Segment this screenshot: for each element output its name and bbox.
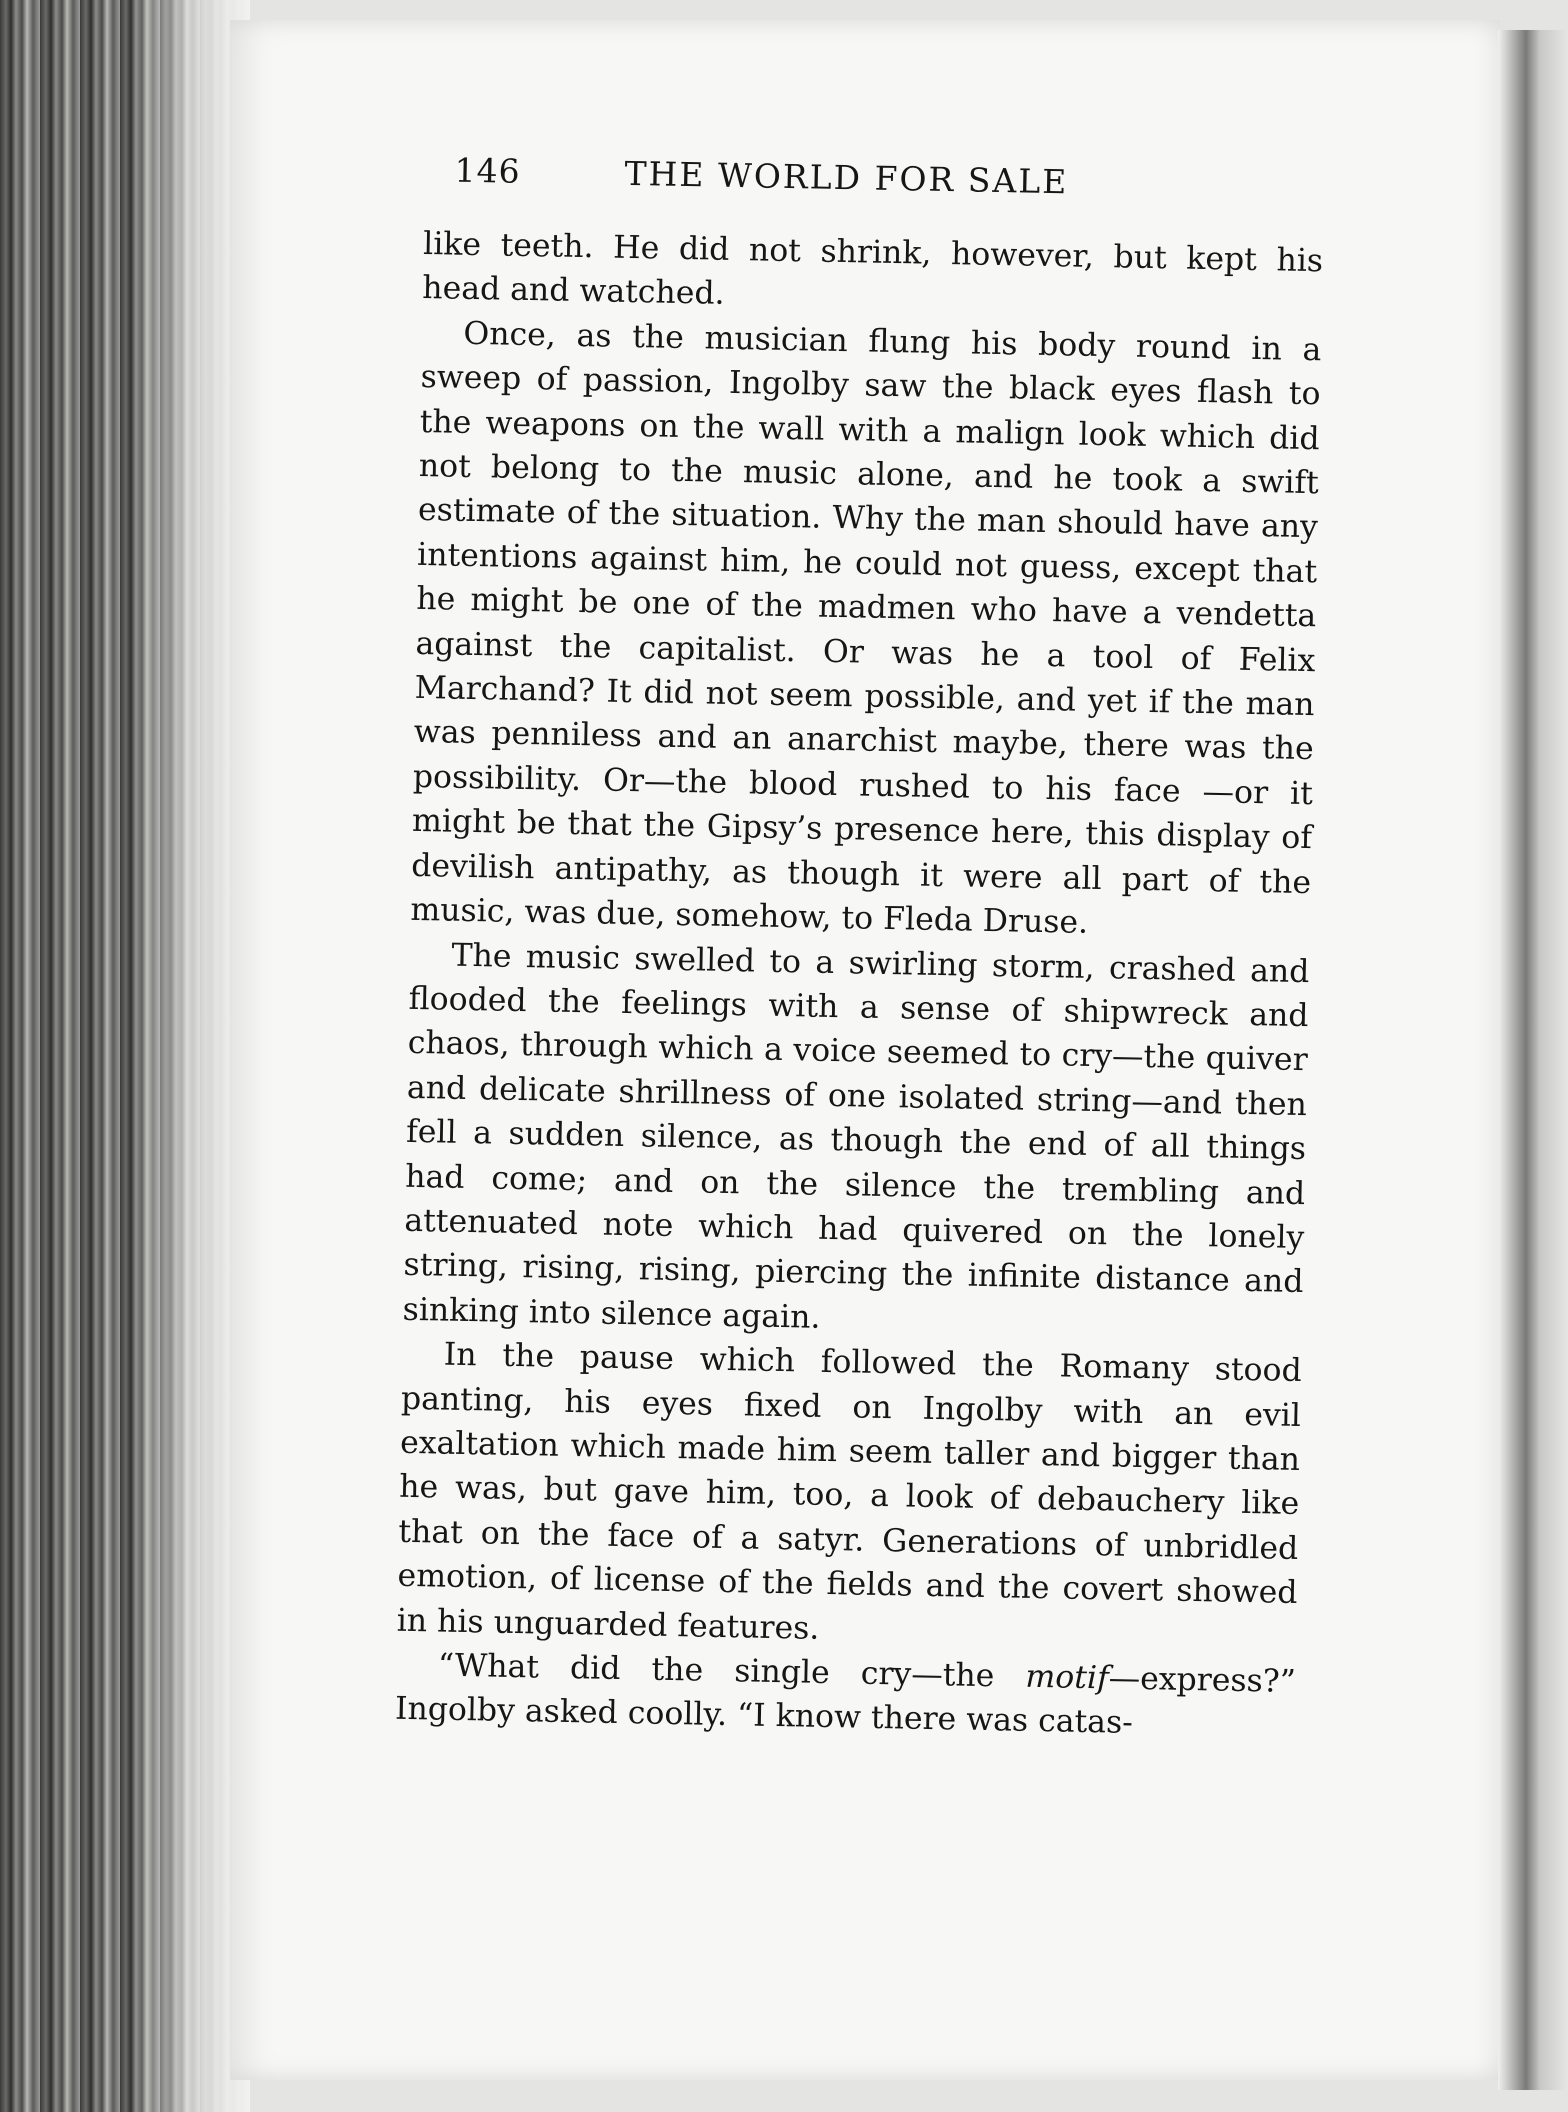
paragraph-5-italic: motif	[1025, 1658, 1110, 1697]
paragraph-3: The music swelled to a swirling storm, crashed and flooded the feelings with a sense of shipwreck and chaos, through which a voice seemed to cry—the quiver and delicate shrillness of one isolated string—and then fell a sudden silence, as though the end of all things had come; and on the silence the trembling and attenuated note which had quivered on the lonely string, rising, rising, piercing the infinite distance and sinking into silence again.	[402, 937, 1310, 1336]
next-page-edge	[1498, 30, 1568, 2090]
page-text-block	[395, 150, 1325, 1749]
book-title: THE WORLD FOR SALE	[624, 153, 1069, 202]
paragraph-2: Once, as the musician flung his body round in a sweep of passion, Ingolby saw the black eyes flash to the weapons on the wall with a malign look which did not belong to the music alone, and he took a swift estimate of the situation. Why the man should have any intentions against him, he could not guess, except that he might be one of the madmen who have a vendetta against the capitalist. Or was he a tool of Felix Marchand? It did not seem possible, and yet if the man was penniless and an anarchist maybe, there was the possibility. Or—the blood rushed to his face —or it might be that the Gipsy’s presence here, this display of devilish antipathy, as though it were all part of the music, was due, somehow, to Fleda Druse.	[410, 315, 1322, 941]
paragraph-4: In the pause which followed the Romany stood panting, his eyes fixed on Ingolby with an evil exaltation which made him seem taller and bigger than he was, but gave him, too, a look of debauchery like that on the face of a satyr. Generations of unbridled emotion, of license of the fields and the covert showed in his unguarded features.	[396, 1336, 1303, 1647]
paragraph-5-after: —express?” Ingolby asked coolly. “I know there was catas-	[394, 1660, 1297, 1742]
page-number: 146	[454, 150, 521, 191]
paragraph-1: like teeth. He did not shrink, however, but kept his head and watched.	[421, 225, 1324, 313]
paragraph-5	[395, 1643, 1297, 1749]
paragraph-5-before: “What did the single cry—the	[437, 1647, 1026, 1695]
